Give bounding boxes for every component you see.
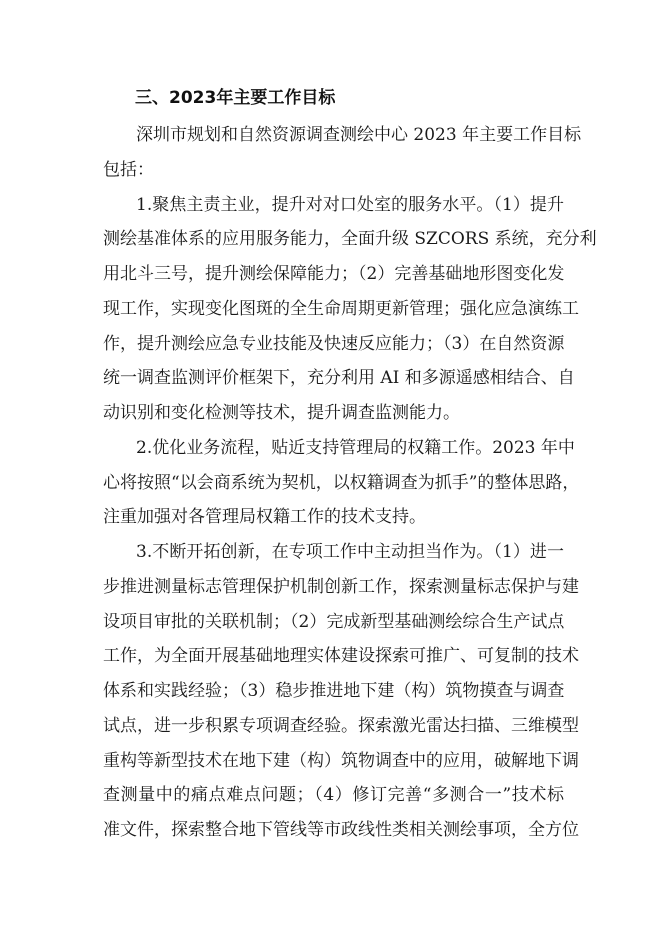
- document-body: [103, 118, 597, 848]
- text-line: 用北斗三号，提升测绘保障能力；（2）完善基础地形图变化发: [103, 264, 565, 284]
- text-line: 设项目审批的关联机制；（2）完成新型基础测绘综合生产试点: [103, 611, 565, 632]
- text-line: 3.不断开拓创新，在专项工作中主动担当作为。（1）进一: [136, 542, 564, 562]
- paragraph: [103, 118, 582, 188]
- paragraph: [103, 535, 579, 848]
- text-line: 2.优化业务流程，贴近支持管理局的权籍工作。2023 年中: [136, 437, 575, 458]
- text-line: 工作，为全面开展基础地理实体建设探索可推广、可复制的技术: [103, 646, 579, 667]
- text-line: 包括：: [103, 159, 154, 180]
- text-line: 步推进测量标志管理保护机制创新工作，探索测量标志保护与建: [103, 576, 579, 597]
- text-line: 查测量中的痛点难点问题；（4）修订完善“多测合一”技术标: [103, 785, 564, 806]
- text-line: 重构等新型技术在地下建（构）筑物调查中的应用，破解地下调: [103, 750, 579, 771]
- text-line: 深圳市规划和自然资源调查测绘中心 2023 年主要工作目标: [136, 125, 582, 145]
- text-line: 统一调查监测评价框架下，充分利用 AI 和多源遥感相结合、自: [103, 368, 575, 389]
- text-line: 测绘基准体系的应用服务能力，全面升级 SZCORS 系统，充分利: [103, 229, 597, 250]
- text-line: 1.聚焦主责主业，提升对对口处室的服务水平。（1）提升: [136, 194, 564, 215]
- text-line: 体系和实践经验；（3）稳步推进地下建（构）筑物摸查与调查: [103, 681, 565, 701]
- section-heading: 三、2023年主要工作目标: [135, 88, 336, 108]
- paragraph: [103, 188, 597, 431]
- text-line: 注重加强对各管理局权籍工作的技术支持。: [103, 507, 426, 528]
- paragraph: [103, 431, 580, 535]
- text-line: 准文件，探索整合地下管线等市政线性类相关测绘事项，全方位: [103, 820, 579, 840]
- text-line: 动识别和变化检测等技术，提升调查监测能力。: [103, 403, 460, 423]
- text-line: 作，提升测绘应急专业技能及快速反应能力；（3）在自然资源: [103, 333, 565, 354]
- text-line: 试点，进一步积累专项调查经验。探索激光雷达扫描、三维模型: [103, 715, 579, 736]
- text-line: 现工作，实现变化图斑的全生命周期更新管理；强化应急演练工: [103, 298, 579, 319]
- text-line: 心将按照“以会商系统为契机，以权籍调查为抓手”的整体思路，: [103, 472, 580, 493]
